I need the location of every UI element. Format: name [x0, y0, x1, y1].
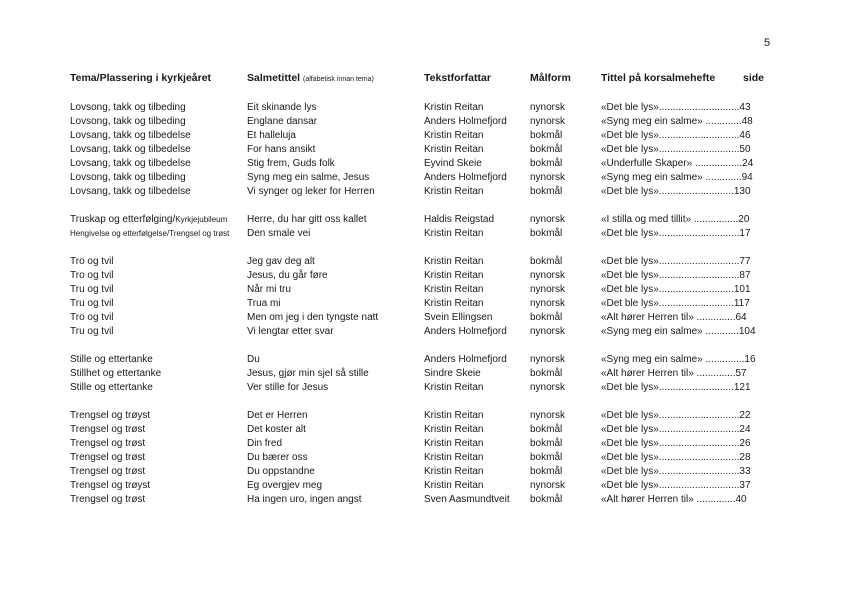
cell-tema-text: Lovsang, takk og tilbedelse: [70, 144, 191, 155]
cell-salmetittel: Herre, du har gitt oss kallet: [247, 214, 367, 225]
cell-salmetittel: Men om jeg i den tyngste natt: [247, 312, 379, 323]
cell-hefte: «Syng meg ein salme» ............104: [601, 326, 756, 337]
cell-tema-text: Trengsel og trøst: [70, 424, 146, 435]
cell-tema-text: Hengivelse og etterfølgelse/Trengsel og trøst: [70, 229, 230, 238]
cell-hefte: «Det ble lys»...........................130: [601, 186, 751, 197]
cell-tema: [70, 297, 114, 311]
cell-tema: [70, 171, 186, 185]
cell-tekstforfattar: Sindre Skeie: [424, 368, 481, 379]
table-row: [0, 423, 842, 437]
cell-tekstforfattar: Kristin Reitan: [424, 102, 484, 113]
table-row: [0, 227, 842, 241]
cell-tema-text: Lovsong, takk og tilbeding: [70, 102, 186, 113]
cell-tema: [70, 227, 229, 241]
cell-salmetittel: Du oppstandne: [247, 466, 315, 477]
table-row: [0, 451, 842, 465]
cell-tema-text: Tro og tvil: [70, 256, 114, 267]
cell-malform: bokmål: [530, 186, 563, 197]
cell-tekstforfattar: Eyvind Skeie: [424, 158, 482, 169]
cell-tema-text: Tru og tvil: [70, 284, 114, 295]
cell-malform: bokmål: [530, 158, 563, 169]
cell-hefte: «Det ble lys».............................50: [601, 144, 751, 155]
cell-hefte: «Det ble lys».............................26: [601, 438, 751, 449]
cell-salmetittel: Jeg gav deg alt: [247, 256, 315, 267]
cell-tema: [70, 353, 153, 367]
table-row: [0, 255, 842, 269]
cell-tema: [70, 213, 227, 227]
cell-malform: nynorsk: [530, 102, 566, 113]
cell-salmetittel: Det koster alt: [247, 424, 306, 435]
table-row: [0, 157, 842, 171]
cell-tema: [70, 409, 150, 423]
cell-hefte: «Det ble lys».............................46: [601, 130, 751, 141]
cell-malform: bokmål: [530, 144, 563, 155]
header-tekstforfattar: Tekstforfattar: [424, 72, 491, 84]
cell-tekstforfattar: Kristin Reitan: [424, 452, 484, 463]
cell-hefte: «Alt hører Herren til» ..............64: [601, 312, 747, 323]
cell-tema: [70, 255, 114, 269]
cell-malform: bokmål: [530, 312, 563, 323]
cell-tema-text: Stille og ettertanke: [70, 354, 153, 365]
cell-salmetittel: Vi lengtar etter svar: [247, 326, 334, 337]
cell-salmetittel: Når mi tru: [247, 284, 291, 295]
table-row: [0, 465, 842, 479]
cell-malform: nynorsk: [530, 284, 566, 295]
cell-malform: bokmål: [530, 438, 563, 449]
cell-tekstforfattar: Kristin Reitan: [424, 424, 484, 435]
cell-tema-text: Stille og ettertanke: [70, 382, 153, 393]
cell-salmetittel: For hans ansikt: [247, 144, 316, 155]
cell-malform: bokmål: [530, 228, 563, 239]
cell-tema-text: Trengsel og trøst: [70, 438, 146, 449]
cell-salmetittel: Jesus, du går føre: [247, 270, 328, 281]
cell-tema-text: Trengsel og trøst: [70, 452, 146, 463]
cell-tema-text: Tro og tvil: [70, 312, 114, 323]
table-row: [0, 143, 842, 157]
cell-salmetittel: Englane dansar: [247, 116, 318, 127]
cell-tema-text: Lovsong, takk og tilbeding: [70, 116, 186, 127]
cell-malform: nynorsk: [530, 214, 566, 225]
cell-salmetittel: Et halleluja: [247, 130, 296, 141]
table-row: [0, 115, 842, 129]
cell-tema-text: Lovsong, takk og tilbeding: [70, 172, 186, 183]
header-side: side: [743, 72, 765, 84]
cell-tema: [70, 157, 191, 171]
cell-hefte: «Det ble lys»...........................121: [601, 382, 751, 393]
table-row: [0, 101, 842, 115]
cell-tema-text: Trengsel og trøyst: [70, 410, 151, 421]
cell-salmetittel: Den smale vei: [247, 228, 311, 239]
cell-tema-text: Stillhet og ettertanke: [70, 368, 162, 379]
cell-hefte: «Det ble lys».............................87: [601, 270, 751, 281]
cell-malform: bokmål: [530, 466, 563, 477]
table-row: [0, 493, 842, 507]
cell-tekstforfattar: Anders Holmefjord: [424, 172, 507, 183]
table-row: [0, 129, 842, 143]
cell-salmetittel: Vi synger og leker for Herren: [247, 186, 375, 197]
cell-tema: [70, 311, 114, 325]
page-number: 5: [764, 37, 771, 49]
cell-malform: nynorsk: [530, 410, 566, 421]
table-row: [0, 479, 842, 493]
cell-salmetittel: Eit skinande lys: [247, 102, 317, 113]
cell-salmetittel: Din fred: [247, 438, 283, 449]
cell-tekstforfattar: Kristin Reitan: [424, 130, 484, 141]
cell-tekstforfattar: Kristin Reitan: [424, 410, 484, 421]
cell-tekstforfattar: Kristin Reitan: [424, 382, 484, 393]
cell-tema-text: Trengsel og trøst: [70, 494, 146, 505]
table-row: [0, 213, 842, 227]
cell-tema: [70, 479, 150, 493]
cell-hefte: «I stilla og med tillit» ................20: [601, 214, 750, 225]
cell-tema-text: Trengsel og trøyst: [70, 480, 151, 491]
cell-hefte: «Det ble lys».............................43: [601, 102, 751, 113]
cell-salmetittel: Ver stille for Jesus: [247, 382, 329, 393]
header-salmetittel: [247, 72, 374, 84]
cell-tekstforfattar: Kristin Reitan: [424, 256, 484, 267]
cell-hefte: «Det ble lys».............................37: [601, 480, 751, 491]
cell-tekstforfattar: Kristin Reitan: [424, 438, 484, 449]
cell-tekstforfattar: Anders Holmefjord: [424, 116, 507, 127]
cell-tema: [70, 465, 145, 479]
cell-tema: [70, 493, 145, 507]
cell-tekstforfattar: Sven Aasmundtveit: [424, 494, 510, 505]
table-row: [0, 269, 842, 283]
table-row: [0, 409, 842, 423]
cell-salmetittel: Trua mi: [247, 298, 281, 309]
cell-salmetittel: Du: [247, 354, 260, 365]
cell-tema: [70, 185, 191, 199]
cell-hefte: «Det ble lys»...........................117: [601, 298, 750, 309]
header-malform: Målform: [530, 72, 571, 84]
cell-tema-text: Trengsel og trøst: [70, 466, 146, 477]
cell-salmetittel: Du bærer oss: [247, 452, 308, 463]
cell-malform: bokmål: [530, 424, 563, 435]
cell-malform: bokmål: [530, 256, 563, 267]
table-row: [0, 311, 842, 325]
cell-hefte: «Det ble lys».............................22: [601, 410, 751, 421]
cell-hefte: «Det ble lys».............................17: [601, 228, 751, 239]
cell-tekstforfattar: Kristin Reitan: [424, 480, 484, 491]
cell-salmetittel: Eg overgjev meg: [247, 480, 323, 491]
cell-tekstforfattar: Svein Ellingsen: [424, 312, 493, 323]
table-row: [0, 325, 842, 339]
cell-tekstforfattar: Kristin Reitan: [424, 228, 484, 239]
cell-tema-text: Tru og tvil: [70, 326, 114, 337]
cell-tema-text: Tru og tvil: [70, 298, 114, 309]
cell-hefte: «Det ble lys».............................28: [601, 452, 751, 463]
cell-tema: [70, 381, 153, 395]
cell-tema: [70, 423, 145, 437]
cell-hefte: «Alt hører Herren til» ..............40: [601, 494, 747, 505]
cell-tema: [70, 367, 161, 381]
cell-tema-text: Lovsang, takk og tilbedelse: [70, 158, 191, 169]
cell-malform: nynorsk: [530, 382, 566, 393]
cell-tema-text: Lovsang, takk og tilbedelse: [70, 186, 191, 197]
cell-malform: nynorsk: [530, 298, 566, 309]
table-row: [0, 353, 842, 367]
cell-tekstforfattar: Haldis Reigstad: [424, 214, 495, 225]
cell-malform: nynorsk: [530, 326, 566, 337]
cell-hefte: «Underfulle Skaper» .................24: [601, 158, 754, 169]
cell-tema-note: Kyrkjejubileum: [175, 215, 228, 224]
header-tittel: Tittel på korsalmehefte: [601, 72, 716, 84]
cell-tema-text: Tro og tvil: [70, 270, 114, 281]
cell-tekstforfattar: Kristin Reitan: [424, 284, 484, 295]
cell-malform: nynorsk: [530, 480, 566, 491]
table-row: [0, 437, 842, 451]
cell-tema: [70, 143, 191, 157]
cell-malform: nynorsk: [530, 354, 566, 365]
cell-malform: bokmål: [530, 494, 563, 505]
cell-tekstforfattar: Kristin Reitan: [424, 466, 484, 477]
cell-tema-text: Truskap og etterfølging/: [70, 214, 176, 225]
table-row: [0, 283, 842, 297]
cell-tekstforfattar: Kristin Reitan: [424, 270, 484, 281]
cell-tema: [70, 101, 186, 115]
cell-tekstforfattar: Anders Holmefjord: [424, 354, 507, 365]
cell-salmetittel: Jesus, gjør min sjel så stille: [247, 368, 369, 379]
cell-tema: [70, 129, 191, 143]
cell-malform: nynorsk: [530, 270, 566, 281]
table-row: [0, 381, 842, 395]
table-row: [0, 185, 842, 199]
cell-tekstforfattar: Anders Holmefjord: [424, 326, 507, 337]
cell-salmetittel: Ha ingen uro, ingen angst: [247, 494, 362, 505]
cell-tekstforfattar: Kristin Reitan: [424, 144, 484, 155]
cell-malform: bokmål: [530, 452, 563, 463]
cell-hefte: «Det ble lys».............................33: [601, 466, 751, 477]
cell-hefte: «Syng meg ein salme» .............48: [601, 116, 753, 127]
cell-tekstforfattar: Kristin Reitan: [424, 298, 484, 309]
cell-hefte: «Det ble lys»...........................101: [601, 284, 751, 295]
cell-tema: [70, 269, 114, 283]
cell-hefte: «Det ble lys».............................77: [601, 256, 751, 267]
cell-tekstforfattar: Kristin Reitan: [424, 186, 484, 197]
cell-tema: [70, 451, 145, 465]
header-salmetittel-note: (alfabetisk innan tema): [303, 76, 374, 83]
cell-hefte: «Syng meg ein salme» ..............16: [601, 354, 756, 365]
cell-hefte: «Syng meg ein salme» .............94: [601, 172, 753, 183]
table-row: [0, 297, 842, 311]
cell-tema: [70, 115, 186, 129]
cell-malform: bokmål: [530, 130, 563, 141]
cell-hefte: «Alt hører Herren til» ..............57: [601, 368, 747, 379]
table-row: [0, 367, 842, 381]
cell-tema-text: Lovsang, takk og tilbedelse: [70, 130, 191, 141]
cell-tema: [70, 325, 114, 339]
cell-malform: nynorsk: [530, 172, 566, 183]
header-salmetittel-label: Salmetittel: [247, 72, 301, 84]
cell-tema: [70, 437, 145, 451]
cell-tema: [70, 283, 114, 297]
cell-salmetittel: Det er Herren: [247, 410, 308, 421]
table-row: [0, 171, 842, 185]
cell-salmetittel: Stig frem, Guds folk: [247, 158, 335, 169]
cell-hefte: «Det ble lys».............................24: [601, 424, 751, 435]
cell-malform: bokmål: [530, 368, 563, 379]
header-tema: Tema/Plassering i kyrkjeåret: [70, 72, 212, 84]
cell-malform: nynorsk: [530, 116, 566, 127]
cell-salmetittel: Syng meg ein salme, Jesus: [247, 172, 370, 183]
